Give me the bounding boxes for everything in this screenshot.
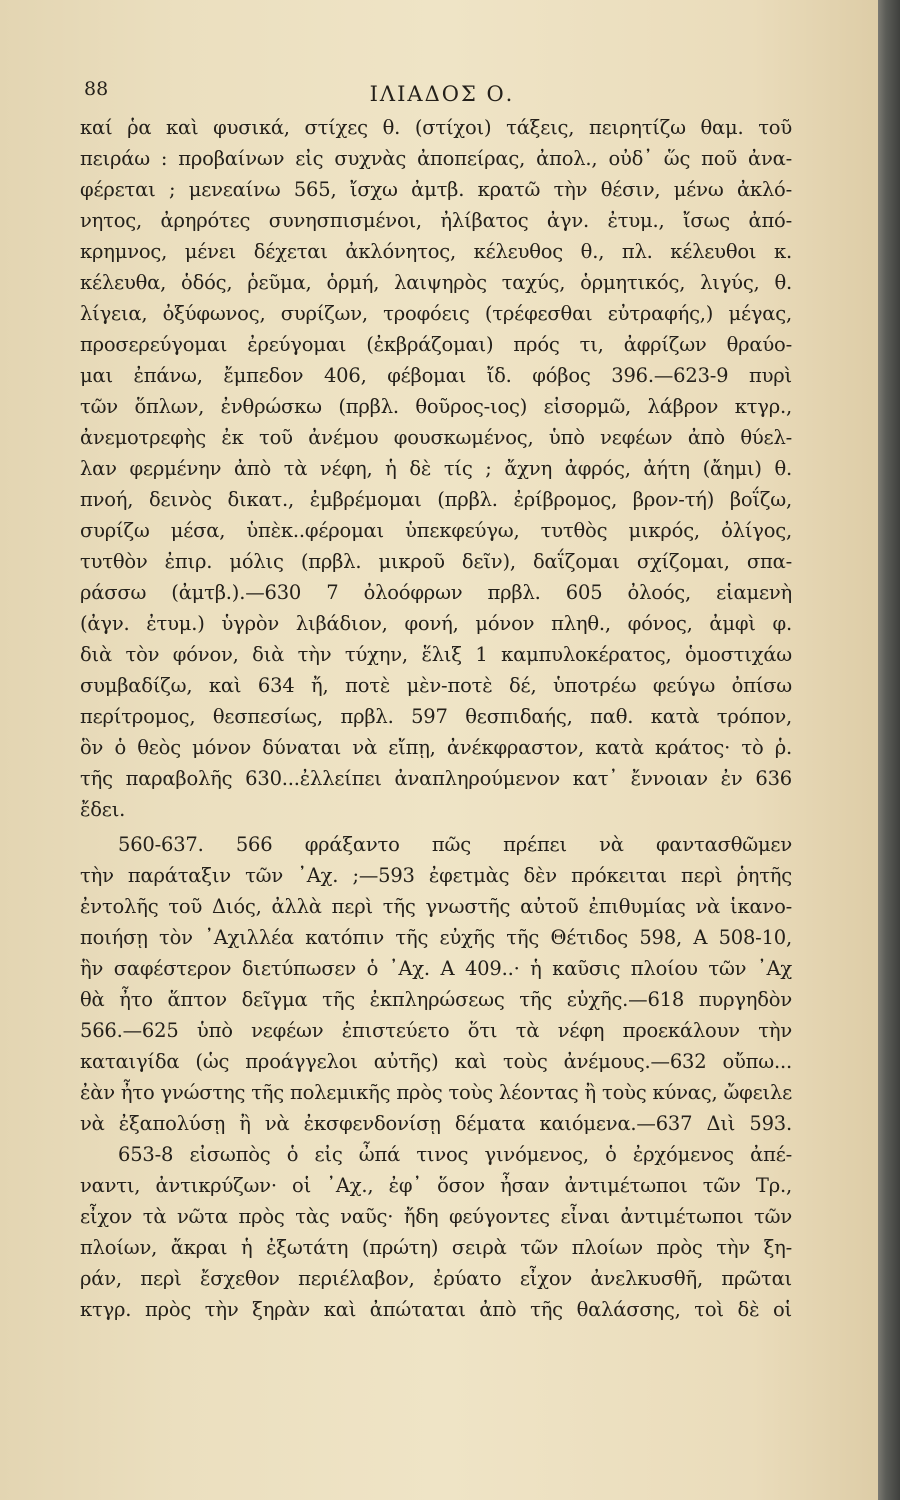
- page-number: 88: [84, 78, 109, 100]
- text-line: λαν φερμένην ἀπὸ τὰ νέφη, ἡ δὲ τίς ; ἄχνη ἀφρός, ἀήτη (ἄημι) θ.: [80, 457, 792, 480]
- book-binding-edge: [878, 0, 900, 1500]
- text-line: θὰ ἦτο ἅπτον δεῖγμα τῆς ἐκπληρώσεως τῆς εὐχῆς.—618 πυργηδὸν: [80, 988, 792, 1011]
- text-line: πειράω : προβαίνων εἰς συχνὰς ἀποπείρας, ἀπολ., οὐδ᾽ ὥς ποῦ ἀνα-: [80, 147, 792, 170]
- text-line: εἶχον τὰ νῶτα πρὸς τὰς ναῦς· ἤδη φεύγοντες εἶναι ἀντιμέτωποι τῶν: [80, 1205, 792, 1228]
- text-line: ἣν σαφέστερον διετύπωσεν ὁ ᾿Αχ. Α 409..· ἡ καῦσις πλοίου τῶν ᾿Αχ: [80, 957, 792, 980]
- text-line: κέλευθα, ὁδός, ῥεῦμα, ὁρμή, λαιψηρὸς ταχύς, ὁρμητικός, λιγύς, θ.: [80, 271, 792, 294]
- text-line: κτγρ. πρὸς τὴν ξηρὰν καὶ ἀπώταται ἀπὸ τῆς θαλάσσης, τοὶ δὲ οἱ: [80, 1298, 792, 1321]
- text-line: περίτρομος, θεσπεσίως, πρβλ. 597 θεσπιδαής, παθ. κατὰ τρόπον,: [80, 705, 792, 728]
- running-title: ΙΛΙΑΔΟΣ Ο.: [369, 82, 515, 106]
- text-line: πνοή, δεινὸς δικατ., ἐμβρέμομαι (πρβλ. ἐρίβρομος, βρον-τή) βοΐζω,: [80, 488, 792, 511]
- text-line: 560-637. 566 φράξαντο πῶς πρέπει νὰ φαντασθῶμεν: [118, 833, 792, 856]
- text-line: διὰ τὸν φόνον, διὰ τὴν τύχην, ἕλιξ 1 καμπυλοκέρατος, ὁμοστιχάω: [80, 643, 792, 666]
- text-line: νὰ ἐξαπολύσῃ ἢ νὰ ἐκσφενδονίσῃ δέματα καιόμενα.—637 Διὶ 593.: [80, 1112, 792, 1135]
- text-line: συρίζω μέσα, ὑπὲκ..φέρομαι ὑπεκφεύγω, τυτθὸς μικρός, ὀλίγος,: [80, 519, 792, 542]
- text-line: ράν, περὶ ἔσχεθον περιέλαβον, ἐρύατο εἶχον ἀνελκυσθῆ, πρῶται: [80, 1267, 792, 1290]
- text-line: καί ῥα καὶ φυσικά, στίχες θ. (στίχοι) τάξεις, πειρητίζω θαμ. τοῦ: [80, 116, 792, 139]
- text-line: ὃν ὁ θεὸς μόνον δύναται νὰ εἴπῃ, ἀνέκφραστον, κατὰ κράτος· τὸ ῥ.: [80, 736, 792, 759]
- text-line: μαι ἐπάνω, ἔμπεδον 406, φέβομαι ἴδ. φόβος 396.—623-9 πυρὶ: [80, 364, 792, 387]
- text-line: καταιγίδα (ὡς προάγγελοι αὐτῆς) καὶ τοὺς ἀνέμους.—632 οὔπω...: [80, 1050, 792, 1073]
- text-line: νητος, ἀρηρότες συνησπισμένοι, ἠλίβατος ἀγν. ἐτυμ., ἴσως ἀπό-: [80, 209, 792, 232]
- text-line: τὴν παράταξιν τῶν ᾿Αχ. ;—593 ἐφετμὰς δὲν πρόκειται περὶ ῥητῆς: [80, 864, 792, 887]
- text-line: τυτθὸν ἐπιρ. μόλις (πρβλ. μικροῦ δεῖν), δαΐζομαι σχίζομαι, σπα-: [80, 550, 792, 573]
- text-line: πλοίων, ἄκραι ἡ ἐξωτάτη (πρώτη) σειρὰ τῶν πλοίων πρὸς τὴν ξη-: [80, 1236, 792, 1259]
- text-line: τῆς παραβολῆς 630...ἐλλείπει ἀναπληρούμενον κατ᾽ ἔννοιαν ἐν 636: [80, 767, 792, 790]
- text-line: κρημνος, μένει δέχεται ἀκλόνητος, κέλευθος θ., πλ. κέλευθοι κ.: [80, 240, 792, 263]
- text-line: τῶν ὅπλων, ἐνθρώσκω (πρβλ. θοῦρος-ιος) εἰσορμῶ, λάβρον κτγρ.,: [80, 395, 792, 418]
- page-header: [0, 70, 884, 110]
- text-line: προσερεύγομαι ἐρεύγομαι (ἐκβράζομαι) πρός τι, ἀφρίζων θραύο-: [80, 333, 792, 356]
- text-line: συμβαδίζω, καὶ 634 ἤ, ποτὲ μὲν-ποτὲ δέ, ὑποτρέω φεύγω ὀπίσω: [80, 674, 792, 697]
- text-line: ράσσω (ἀμτβ.).—630 7 ὀλοόφρων πρβλ. 605 ὀλοός, εἱαμενὴ: [80, 581, 792, 604]
- commentary-text: [80, 112, 792, 1325]
- text-line: φέρεται ; μενεαίνω 565, ἴσχω ἀμτβ. κρατῶ τὴν θέσιν, μένω ἀκλό-: [80, 178, 792, 201]
- text-line: 653-8 εἰσωπὸς ὁ εἰς ὦπά τινος γινόμενος, ὁ ἐρχόμενος ἀπέ-: [118, 1143, 792, 1166]
- text-line: 566.—625 ὑπὸ νεφέων ἐπιστεύετο ὅτι τὰ νέφη προεκάλουν τὴν: [80, 1019, 792, 1042]
- text-line: λίγεια, ὀξύφωνος, συρίζων, τροφόεις (τρέφεσθαι εὐτραφής,) μέγας,: [80, 302, 792, 325]
- text-line: (ἀγν. ἐτυμ.) ὑγρὸν λιβάδιον, φονή, μόνον πληθ., φόνος, ἀμφὶ φ.: [80, 612, 792, 635]
- text-line: ἐντολῆς τοῦ Διός, ἀλλὰ περὶ τῆς γνωστῆς αὐτοῦ ἐπιθυμίας νὰ ἱκανο-: [80, 895, 792, 918]
- text-line: ἐὰν ἦτο γνώστης τῆς πολεμικῆς πρὸς τοὺς λέοντας ἢ τοὺς κύνας, ὤφειλε: [80, 1081, 793, 1104]
- text-line: ποιήσῃ τὸν ᾿Αχιλλέα κατόπιν τῆς εὐχῆς τῆς Θέτιδος 598, Α 508-10,: [80, 926, 792, 949]
- text-line: ἔδει.: [80, 798, 126, 821]
- text-line: ἀνεμοτρεφὴς ἐκ τοῦ ἀνέμου φουσκωμένος, ὑπὸ νεφέων ἀπὸ θύελ-: [80, 426, 792, 449]
- text-line: ναντι, ἀντικρύζων· οἱ ᾿Αχ., ἐφ᾽ ὅσον ἦσαν ἀντιμέτωποι τῶν Τρ.,: [80, 1174, 792, 1197]
